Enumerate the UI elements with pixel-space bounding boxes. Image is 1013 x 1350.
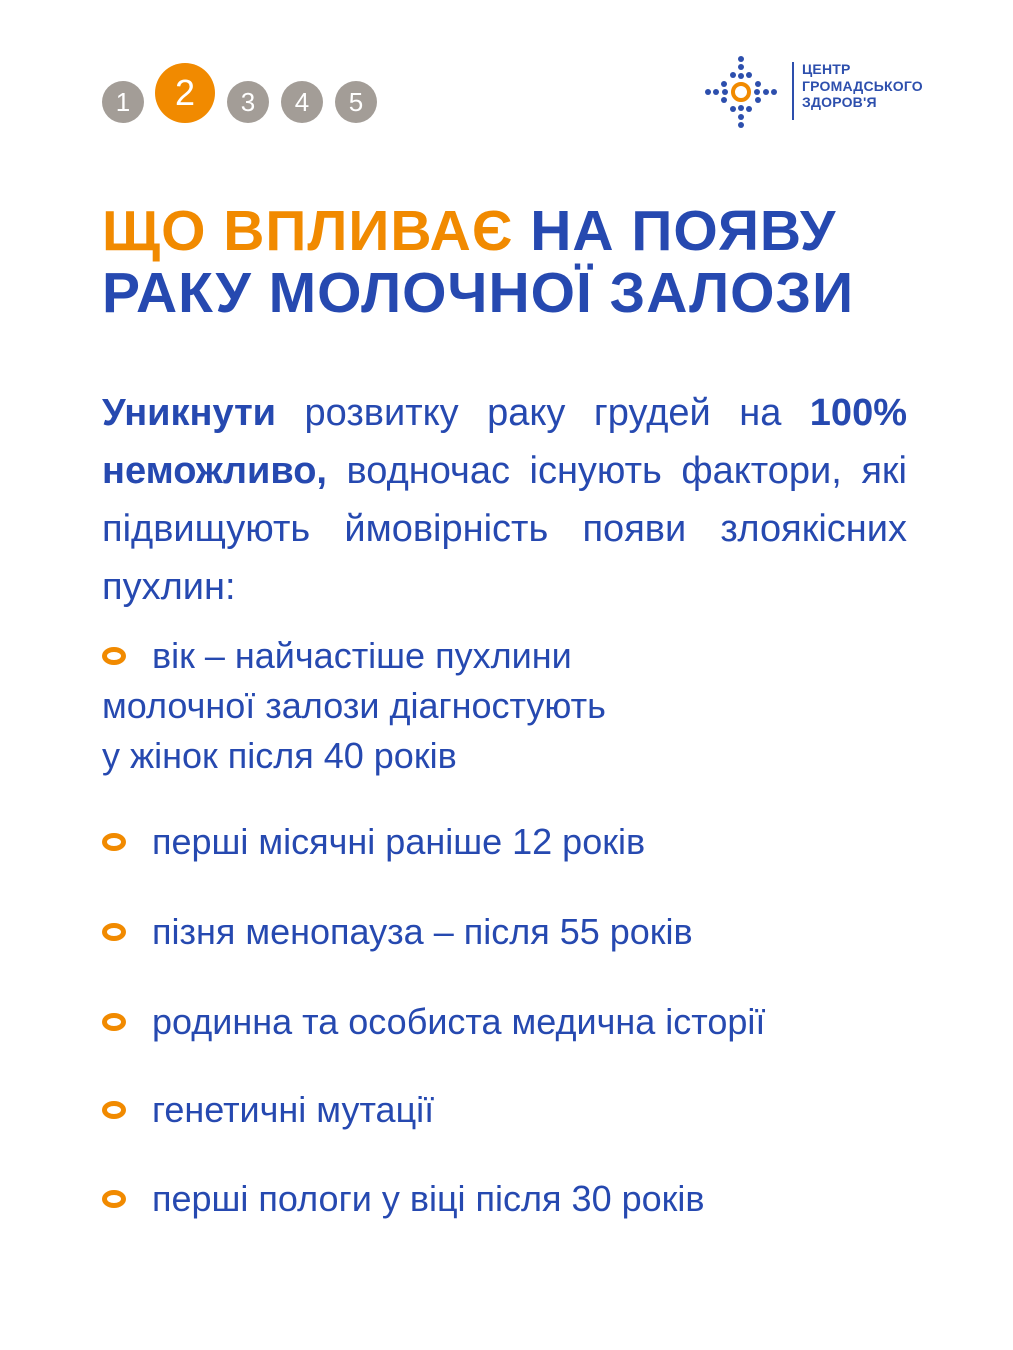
bullet-circle-icon (102, 1190, 126, 1208)
factor-5: генетичні мутації (152, 1089, 435, 1130)
intro-text-2: водночас існують фактори, які підвищують ймовірність появи злоякісних пухлин: (102, 450, 907, 608)
bullet-circle-icon (102, 1101, 126, 1119)
page-dot-5[interactable]: 5 (335, 81, 377, 123)
intro-text-1: розвитку раку грудей на (276, 392, 810, 434)
center-public-health-logo (704, 56, 944, 128)
title-line2: РАКУ МОЛОЧНОЇ ЗАЛОЗИ (102, 261, 855, 325)
factor-3: пізня менопауза – після 55 років (152, 911, 693, 952)
intro-bold-1: Уникнути (102, 392, 277, 434)
list-item (102, 817, 922, 867)
page-indicator (102, 63, 392, 125)
bullet-circle-icon (102, 833, 126, 851)
logo-divider (792, 62, 794, 120)
factor-1-line-1: вік – найчастіше пухлини (152, 635, 572, 676)
bullet-circle-icon (102, 647, 126, 665)
factor-6: перші пологи у віці після 30 років (152, 1178, 705, 1219)
list-item (102, 1085, 922, 1135)
list-item (102, 1174, 922, 1224)
factor-1-line-3: у жінок після 40 років (102, 735, 457, 776)
logo-wordmark (802, 61, 923, 111)
list-item (102, 907, 922, 957)
list-item (102, 997, 922, 1047)
page-dot-4[interactable]: 4 (281, 81, 323, 123)
logo-emblem-icon (704, 56, 778, 128)
logo-line-2: ГРОМАДСЬКОГО (802, 77, 923, 94)
factor-2: перші місячні раніше 12 років (152, 821, 646, 862)
page-dot-2-active[interactable]: 2 (155, 63, 215, 123)
intro-paragraph (102, 384, 907, 616)
page-dot-3[interactable]: 3 (227, 81, 269, 123)
bullet-circle-icon (102, 1013, 126, 1031)
logo-line-3: ЗДОРОВ'Я (802, 94, 877, 110)
logo-line-1: ЦЕНТР (802, 61, 851, 77)
title-rest-line1: НА ПОЯВУ (513, 199, 837, 263)
list-item (102, 631, 922, 781)
bullet-circle-icon (102, 923, 126, 941)
page-title (102, 200, 932, 324)
title-accent: ЩО ВПЛИВАЄ (102, 199, 514, 263)
factor-1-line-2: молочної залози діагностують (102, 685, 606, 726)
page-dot-1[interactable]: 1 (102, 81, 144, 123)
factor-4: родинна та особиста медична історії (152, 1001, 766, 1042)
intro-bold-2: 100% неможливо, (102, 392, 907, 492)
